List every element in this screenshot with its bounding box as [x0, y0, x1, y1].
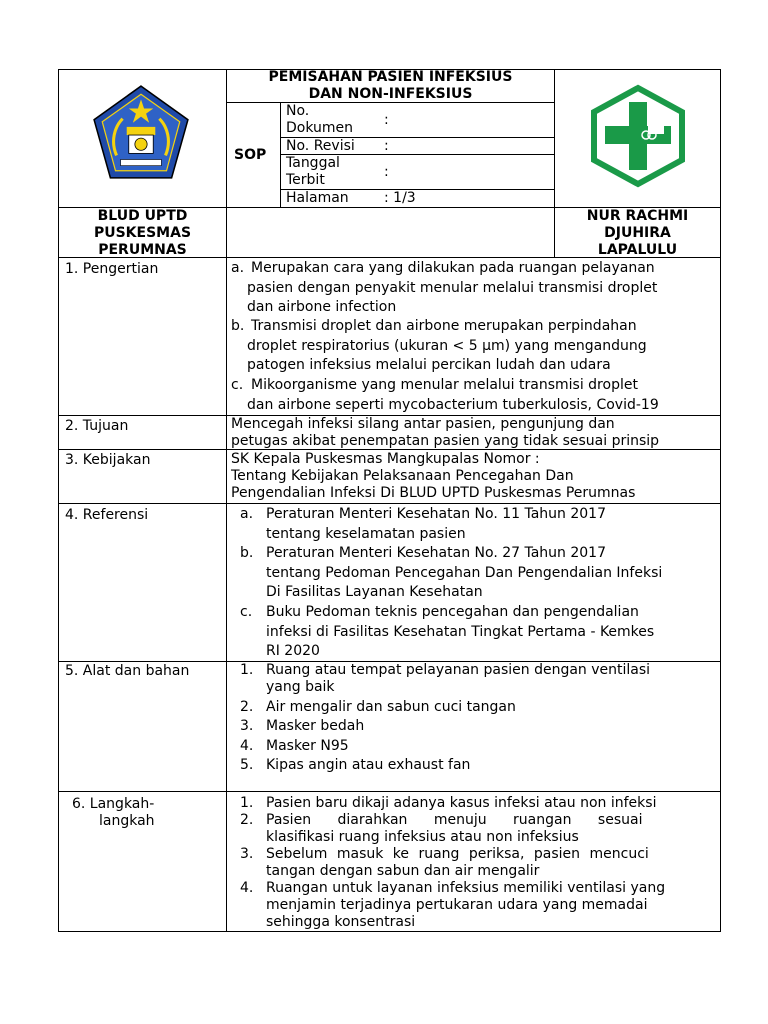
field-tanggal-terbit-label: Tanggal Terbit [286, 155, 340, 188]
tujuan-text: Mencegah infeksi silang antar pasien, pengunjung dan petugas akibat penempatan pasien yang tidak sesuai prinsip [231, 416, 660, 449]
field-halaman-label: Halaman [286, 190, 349, 206]
list-item: a. Merupakan cara yang dilakukan pada ruangan pelayanan pasien dengan penyakit menular melalui transmisi droplet dan airbone infection [231, 260, 658, 315]
list-item: 2. Pasien diarahkan menuju ruangan sesuai klasifikasi ruang infeksius atau non infeksius [240, 812, 643, 845]
list-item: b. Peraturan Menteri Kesehatan No. 27 Tahun 2017 tentang Pedoman Pencegahan Dan Pengendalian Infeksi Di Fasilitas Layanan Kesehatan [240, 545, 663, 600]
list-item: c. Buku Pedoman teknis pencegahan dan pengendalian infeksi di Fasilitas Kesehatan Tingkat Pertama - Kemkes RI 2020 [240, 604, 655, 659]
list-item: 2. Air mengalir dan sabun cuci tangan [240, 699, 516, 715]
section-label-pengertian: 1. Pengertian [65, 261, 159, 277]
list-item: 3. Sebelum masuk ke ruang periksa, pasien mencuci tangan dengan sabun dan air mengalir [240, 846, 649, 879]
field-halaman-value: : 1/3 [384, 190, 416, 206]
field-tanggal-terbit-value: : [384, 164, 389, 180]
list-item: 5. Kipas angin atau exhaust fan [240, 757, 471, 773]
section-label-kebijakan: 3. Kebijakan [65, 452, 151, 468]
regency-emblem-icon [90, 82, 192, 184]
list-item: 1. Ruang atau tempat pelayanan pasien dengan ventilasi yang baik [240, 662, 651, 695]
document-title: PEMISAHAN PASIEN INFEKSIUS DAN NON-INFEKSIUS [268, 69, 513, 102]
list-item: 4. Ruangan untuk layanan infeksius memiliki ventilasi yang menjamin terjadinya pertukaran udara yang memadai sehingga konsentrasi [240, 880, 666, 930]
field-no-dokumen-label: No. Dokumen [286, 103, 354, 136]
kebijakan-text: SK Kepala Puskesmas Mangkupalas Nomor : Tentang Kebijakan Pelaksanaan Pencegahan Dan Pengendalian Infeksi Di BLUD UPTD Puskesmas Perumnas [231, 451, 636, 501]
list-item: a. Peraturan Menteri Kesehatan No. 11 Tahun 2017 tentang keselamatan pasien [240, 506, 606, 542]
head-name: NUR RACHMI DJUHIRA LAPALULU [586, 208, 689, 258]
section-label-alat-bahan: 5. Alat dan bahan [65, 663, 190, 679]
list-item: b. Transmisi droplet dan airbone merupakan perpindahan droplet respiratorius (ukuran < 5 µm) yang mengandung patogen infeksius melalui percikan ludah dan udara [231, 318, 647, 373]
field-no-dokumen-value: : [384, 112, 389, 128]
list-item: 1. Pasien baru dikaji adanya kasus infeksi atau non infeksi [240, 795, 657, 811]
section-label-referensi: 4. Referensi [65, 507, 149, 523]
list-item: c. Mikoorganisme yang menular melalui transmisi droplet dan airbone seperti mycobacterium tuberkulosis, Covid-19 [231, 377, 659, 413]
section-label-tujuan: 2. Tujuan [65, 418, 129, 434]
field-no-revisi-value: : [384, 138, 389, 154]
organization-name: BLUD UPTD PUSKESMAS PERUMNAS [93, 208, 192, 258]
section-label-langkah: 6. Langkah- langkah [72, 796, 155, 829]
list-item: 3. Masker bedah [240, 718, 365, 734]
sop-label: SOP [234, 147, 267, 163]
puskesmas-cross-logo-icon [586, 84, 690, 188]
list-item: 4. Masker N95 [240, 738, 349, 754]
field-no-revisi-label: No. Revisi [286, 138, 355, 154]
